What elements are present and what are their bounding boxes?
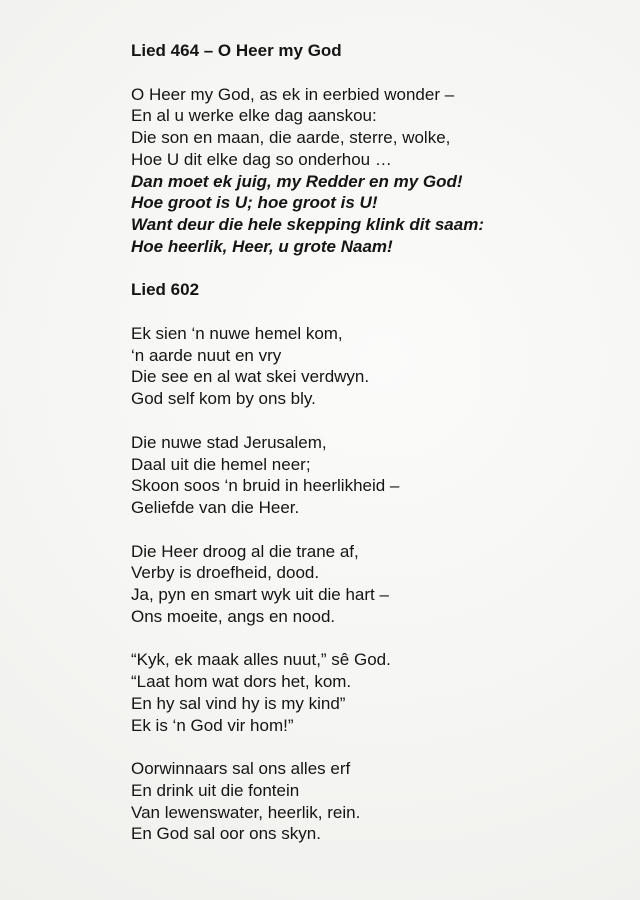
song2-stanza-2	[131, 432, 611, 519]
stanza-line: Die see en al wat skei verdwyn.	[131, 367, 370, 387]
stanza-line: Daal uit die hemel neer;	[131, 454, 311, 474]
song-title: Lied 464 – O Heer my God	[131, 41, 342, 60]
song1-verse	[131, 84, 611, 171]
verse-line: Hoe U dit elke dag so onderhou …	[131, 149, 392, 169]
stanza-line: Van lewenswater, heerlik, rein.	[131, 802, 361, 822]
stanza-line: Ek is ‘n God vir hom!”	[131, 715, 294, 735]
stanza-line: Ja, pyn en smart wyk uit die hart –	[131, 585, 389, 605]
song1-refrain	[131, 171, 611, 258]
stanza-line: En hy sal vind hy is my kind”	[131, 693, 346, 713]
stanza-line: Die nuwe stad Jerusalem,	[131, 432, 327, 452]
song2-stanza-1	[131, 323, 611, 410]
lyrics-content	[131, 40, 611, 845]
song-title: Lied 602	[131, 280, 200, 300]
spacer	[131, 410, 611, 432]
stanza-line: ‘n aarde nuut en vry	[131, 345, 282, 365]
song2-stanza-3	[131, 541, 611, 628]
stanza-line: Ons moeite, angs en nood.	[131, 606, 336, 626]
song2-stanza-5	[131, 758, 611, 845]
spacer	[131, 627, 611, 649]
refrain-line: Dan moet ek juig, my Redder en my God!	[131, 171, 463, 191]
refrain-line: Want deur die hele skepping klink dit saam:	[131, 214, 484, 234]
stanza-line: Geliefde van die Heer.	[131, 497, 300, 517]
refrain-line: Hoe groot is U; hoe groot is U!	[131, 193, 378, 213]
stanza-line: Verby is droefheid, dood.	[131, 563, 320, 583]
stanza-line: Ek sien ‘n nuwe hemel kom,	[131, 324, 343, 344]
verse-line: Die son en maan, die aarde, sterre, wolke,	[131, 128, 451, 148]
spacer	[131, 736, 611, 758]
stanza-line: “Kyk, ek maak alles nuut,” sê God.	[131, 650, 391, 670]
stanza-line: En God sal oor ons skyn.	[131, 824, 321, 844]
spacer	[131, 62, 611, 84]
stanza-line: “Laat hom wat dors het, kom.	[131, 672, 352, 692]
spacer	[131, 519, 611, 541]
song2-stanza-4	[131, 649, 611, 736]
stanza-line: God self kom by ons bly.	[131, 389, 316, 409]
spacer	[131, 257, 611, 279]
stanza-line: Skoon soos ‘n bruid in heerlikheid –	[131, 476, 400, 496]
verse-line: En al u werke elke dag aanskou:	[131, 106, 377, 126]
stanza-line: En drink uit die fontein	[131, 780, 300, 800]
spacer	[131, 301, 611, 323]
stanza-line: Oorwinnaars sal ons alles erf	[131, 759, 351, 779]
verse-line: O Heer my God, as ek in eerbied wonder –	[131, 84, 455, 104]
stanza-line: Die Heer droog al die trane af,	[131, 541, 359, 561]
refrain-line: Hoe heerlik, Heer, u grote Naam!	[131, 236, 393, 256]
